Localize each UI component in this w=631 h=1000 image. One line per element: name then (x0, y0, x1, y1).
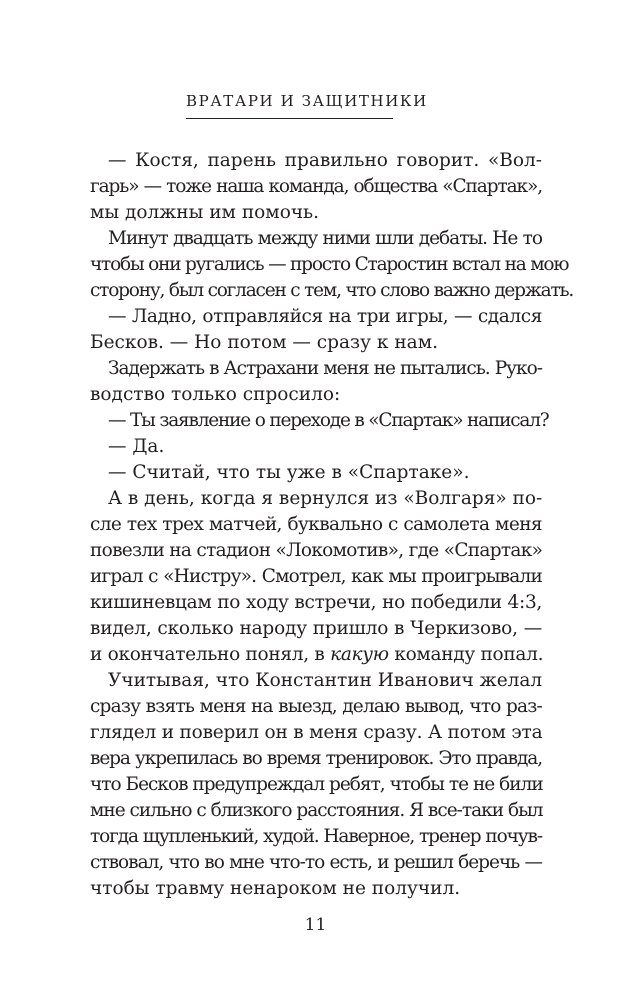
text-line: — Ты заявление о переходе в «Спартак» написал? (108, 410, 549, 431)
text-line: сразу взять меня на выезд, делаю вывод, что раз- (90, 696, 542, 717)
running-head-rule (186, 118, 393, 119)
text-line: сле тех трех матчей, буквально с самолета меня (90, 514, 542, 535)
text-line: гарь» — тоже наша команда, общества «Спартак», (90, 176, 542, 197)
text-line: мы должны им помочь. (90, 202, 320, 223)
text-line: Минут двадцать между ними шли дебаты. Не то (108, 228, 542, 249)
text-line: Бесков. — Но потом — сразу к нам. (90, 332, 438, 353)
text-run: и окончательно понял, в (90, 644, 331, 665)
text-line: ствовал, что во мне что-то есть, и решил беречь — (90, 852, 542, 873)
text-line: мне сильно с близкого расстояния. Я все-таки был (90, 800, 543, 821)
text-line: вера укрепилась во время тренировок. Это правда, (90, 748, 542, 769)
running-head: ВРАТАРИ И ЗАЩИТНИКИ (186, 92, 428, 110)
text-line: сторону, был согласен с тем, что слово важно держать. (90, 280, 574, 301)
text-line: тогда щупленький, худой. Наверное, тренер почув- (90, 826, 542, 847)
text-line: — Считай, что ты уже в «Спартаке». (108, 462, 470, 483)
text-line: — Ладно, отправляйся на три игры, — сдался (108, 306, 542, 327)
text-line: что Бесков предупреждал ребят, чтобы те не били (90, 774, 543, 795)
text-line: А в день, когда я вернулся из «Волгаря» по- (108, 488, 543, 509)
emphasis-word: какую (330, 644, 389, 665)
text-line (90, 642, 542, 668)
text-line: кишиневцам по ходу встречи, но победили 4:3, (90, 592, 542, 613)
text-run: команду попал. (388, 644, 544, 665)
text-line: Задержать в Астрахани меня не пытались. Руко- (108, 358, 542, 379)
text-line: чтобы они ругались — просто Старостин встал на мою (90, 254, 569, 275)
text-line: глядел и поверил он в меня сразу. А потом эта (90, 722, 543, 743)
text-line: повезли на стадион «Локомотив», где «Спартак» (90, 540, 543, 561)
text-line: Учитывая, что Константин Иванович желал (108, 670, 543, 691)
text-line: — Да. (108, 436, 165, 457)
text-line: водство только спросило: (90, 384, 341, 405)
text-line: чтобы травму ненароком не получил. (90, 878, 461, 899)
text-line: играл с «Нистру». Смотрел, как мы проигрывали (90, 566, 542, 587)
page-number: 11 (304, 915, 327, 935)
text-line: — Костя, парень правильно говорит. «Вол- (108, 150, 542, 171)
text-line: видел, сколько народу пришло в Черкизово, — (90, 618, 542, 639)
